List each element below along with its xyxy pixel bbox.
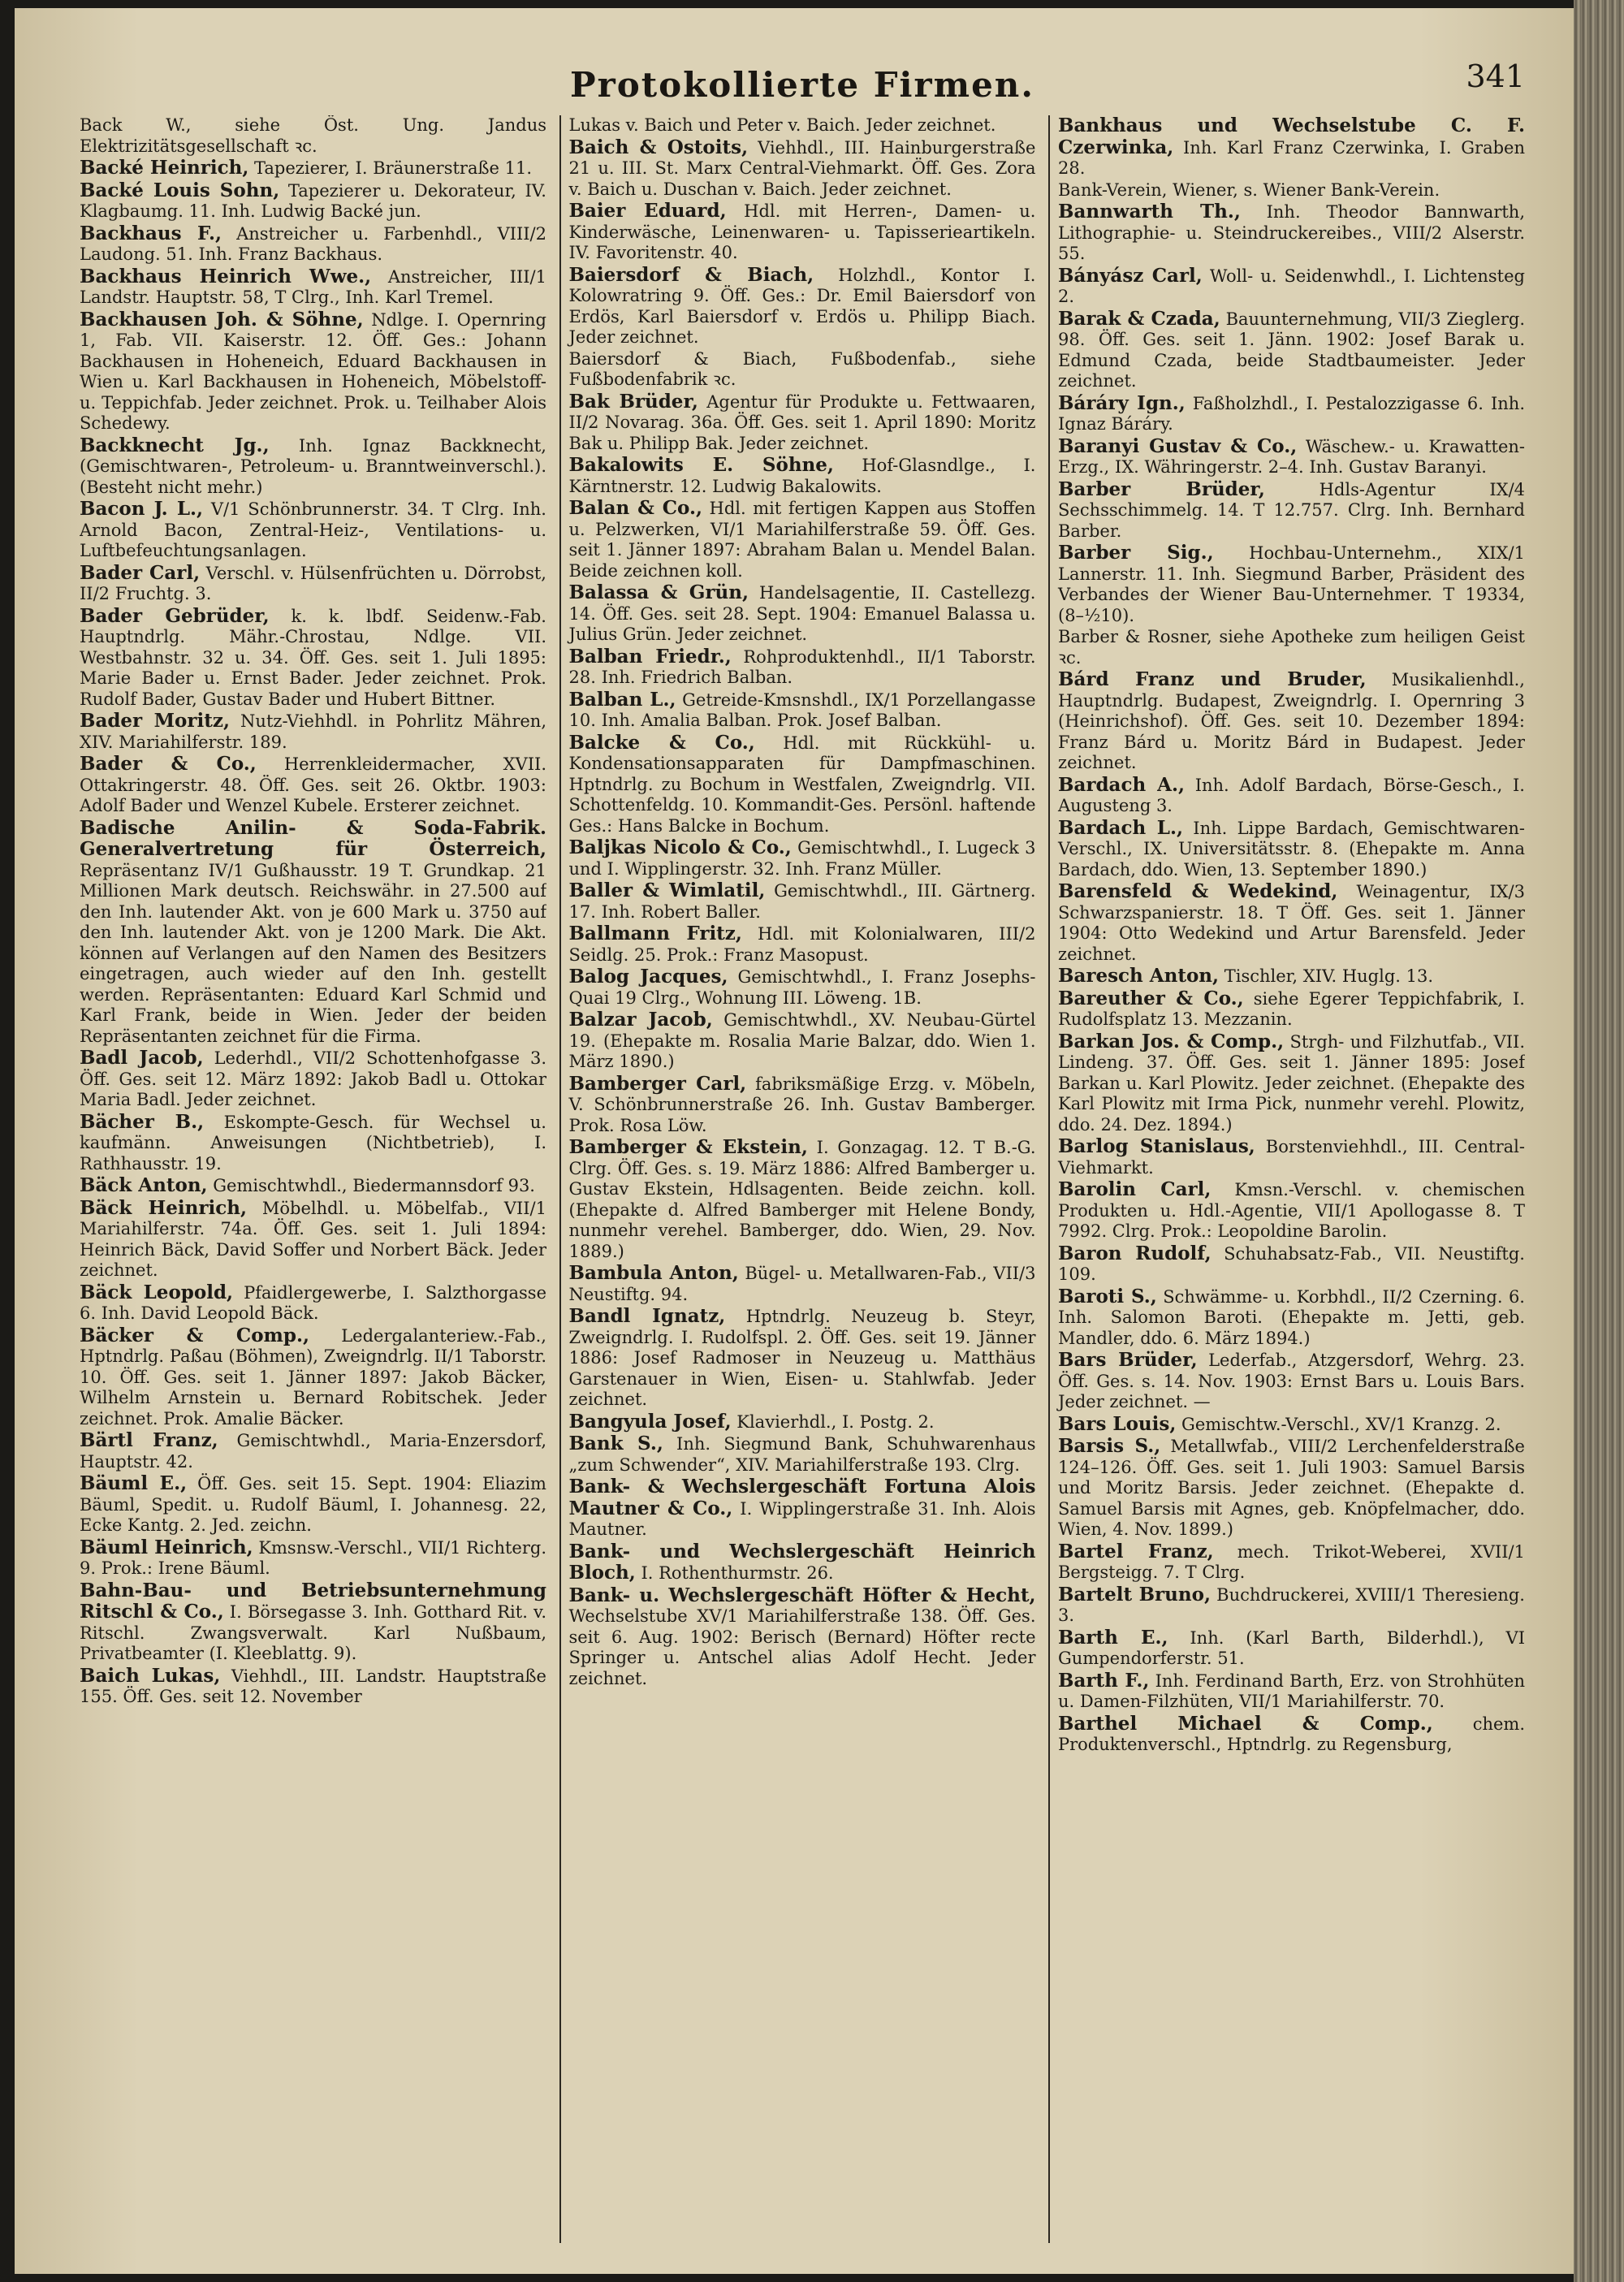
directory-entry	[1058, 881, 1525, 965]
entry-text: Inh. Karl Franz Czerwinka, I. Graben 28.	[1058, 137, 1525, 178]
entry-text: Kmsnsw.-Verschl., VII/1 Richterg. 9. Prok.: Irene Bäuml.	[80, 1537, 546, 1578]
directory-entry	[569, 265, 1036, 348]
directory-columns	[80, 115, 1525, 2243]
directory-entry	[569, 689, 1036, 732]
directory-entry	[569, 837, 1036, 880]
column-right	[1048, 115, 1525, 2243]
directory-entry	[80, 223, 546, 266]
firm-name: Bambula Anton,	[568, 1262, 739, 1284]
entry-text: Ledergalanteriew.-Fab., Hptndrlg. Paßau (Böhmen), Zweigndrlg. II/1 Taborstr. 10. Öff. Ges. seit 1. Jänner 1897: Jakob Bäcker, Wilhelm Arnstein u. Bernard Robitschek. Jeder zeichnet. Prok. Amalie Bäcker.	[80, 1325, 546, 1428]
entry-text: Gemischtwhdl., Maria-Enzersdorf, Hauptstr. 42.	[80, 1431, 546, 1472]
firm-name: Bartelt Bruno,	[1058, 1583, 1211, 1606]
firm-name: Bamberger Carl,	[568, 1072, 747, 1095]
entry-text: Bügel- u. Metallwaren-Fab., VII/3 Neustiftg. 94.	[568, 1264, 1036, 1304]
directory-entry	[1058, 1627, 1525, 1670]
entry-text: Schuhabsatz-Fab., VII. Neustiftg. 109.	[1058, 1243, 1525, 1284]
firm-name: Bardach A.,	[1058, 773, 1186, 796]
page-edge-stack	[1574, 0, 1624, 2282]
firm-name: Bader Carl,	[80, 561, 201, 584]
column-left	[80, 115, 546, 2243]
directory-entry	[569, 1009, 1036, 1073]
entry-text: Inh. Theodor Bannwarth, Lithographie- u. Steindruckereibes., VIII/2 Alserstr. 55.	[1058, 202, 1525, 263]
directory-entry	[569, 115, 1036, 136]
directory-entry	[569, 923, 1036, 966]
firm-name: Bardach L.,	[1058, 816, 1183, 839]
firm-name: Baich Lukas,	[80, 1664, 221, 1687]
directory-entry	[80, 563, 546, 605]
directory-entry	[569, 498, 1036, 581]
directory-entry	[1058, 1350, 1525, 1413]
entry-text: Gemischtwhdl., I. Lugeck 3 und I. Wipplingerstr. 32. Inh. Franz Müller.	[568, 838, 1036, 879]
entry-text: Hdl. mit fertigen Kappen aus Stoffen u. Pelzwerken, VI/1 Mariahilferstraße 59. Öff. Ges. seit 1. Jänner 1897: Abraham Balan u. Mendel Balan. Beide zeichnen koll.	[568, 499, 1036, 581]
directory-entry	[80, 606, 546, 711]
directory-entry	[1058, 1243, 1525, 1286]
firm-name: Badische Anilin- & Soda-Fabrik. Generalvertretung für Österreich,	[80, 816, 546, 860]
entry-text: Rohproduktenhdl., II/1 Taborstr. 28. Inh. Friedrich Balban.	[568, 646, 1036, 687]
entry-text: Agentur für Produkte u. Fettwaaren, II/2 Novarag. 36a. Öff. Ges. seit 1. April 1890: Moritz Bak u. Philipp Bak. Jeder zeichnet.	[568, 391, 1036, 453]
directory-entry	[569, 1476, 1036, 1541]
directory-entry	[1058, 988, 1525, 1031]
firm-name: Backhaus Heinrich Wwe.,	[80, 265, 372, 287]
entry-text: Gemischtwhdl., XV. Neubau-Gürtel 19. (Ehepakte m. Rosalia Marie Balzar, ddo. Wien 1. März 1890.)	[568, 1010, 1036, 1071]
entry-text: Musikalienhdl., Hauptndrlg. Budapest, Zweigndrlg. I. Opernring 3 (Heinrichshof). Öff. Ges. seit 10. Dezember 1894: Franz Bárd u. Moritz Bárd in Budapest. Jeder zeichnet.	[1058, 670, 1525, 772]
directory-entry	[1058, 669, 1525, 774]
firm-name: Balan & Co.,	[568, 497, 702, 519]
firm-name: Barber Sig.,	[1058, 542, 1214, 564]
firm-name: Bader Gebrüder,	[80, 604, 270, 627]
firm-name: Balog Jacques,	[568, 966, 728, 988]
firm-name: Baljkas Nicolo & Co.,	[568, 836, 792, 858]
firm-name: Backé Heinrich,	[80, 157, 249, 179]
directory-entry	[1058, 1584, 1525, 1627]
directory-entry	[1058, 1031, 1525, 1136]
firm-name: Bäuml E.,	[80, 1472, 188, 1494]
page-number: 341	[1466, 58, 1525, 94]
directory-entry	[1058, 266, 1525, 308]
entry-text: Handelsagentie, II. Castellezg. 14. Öff. Ges. seit 28. Sept. 1904: Emanuel Balassa u. Julius Grün. Jeder zeichnet.	[568, 583, 1036, 644]
firm-name: Baier Eduard,	[568, 200, 727, 222]
entry-text: Pfaidlergewerbe, I. Salzthorgasse 6. Inh. David Leopold Bäck.	[80, 1282, 546, 1323]
firm-name: Backé Louis Sohn,	[80, 179, 280, 201]
directory-entry	[1058, 1541, 1525, 1584]
firm-name: Bányász Carl,	[1058, 264, 1203, 287]
directory-entry	[1058, 1179, 1525, 1243]
entry-text: Hdl. mit Rückkühl- u. Kondensationsapparaten für Dampfmaschinen. Hptndrlg. zu Bochum in Westfalen, Zweigndrlg. VII. Schottenfeldg. 10. Kommandit-Ges. Persönl. haftende Ges.: Hans Balcke in Bochum.	[568, 733, 1036, 836]
firm-name: Barber Brüder,	[1058, 478, 1265, 500]
directory-entry	[80, 1666, 546, 1708]
entry-text: Hdl. mit Kolonialwaren, III/2 Seidlg. 25. Prok.: Franz Masopust.	[568, 924, 1036, 965]
directory-entry	[80, 1282, 546, 1325]
entry-text: I. Rothenthurmstr. 26.	[641, 1563, 834, 1583]
entry-text: Tapezierer u. Dekorateur, IV. Klagbaumg. 11. Inh. Ludwig Backé jun.	[80, 180, 546, 221]
firm-name: Balassa & Grün,	[568, 581, 749, 603]
directory-entry	[1058, 775, 1525, 817]
entry-text: Viehhdl., III. Landstr. Hauptstraße 155. Öff. Ges. seit 12. November	[80, 1666, 546, 1706]
entry-text: Strgh- und Filzhutfab., VII. Lindeng. 37. Öff. Ges. seit 1. Jänner 1895: Josef Barkan u. Karl Plowitz. Jeder zeichnet. (Ehepakte des Karl Plowitz mit Irma Pick, nunmehr verehl. Plowitz, ddo. 24. Dez. 1894.)	[1058, 1031, 1525, 1135]
firm-name: Barth F.,	[1058, 1669, 1150, 1692]
firm-name: Bamberger & Ekstein,	[568, 1136, 808, 1158]
firm-name: Backhausen Joh. & Söhne,	[80, 308, 364, 331]
entry-text: Tapezierer, I. Bräunerstraße 11.	[254, 158, 533, 178]
directory-entry	[569, 391, 1036, 455]
entry-text: Bank-Verein, Wiener, s. Wiener Bank-Verein.	[1058, 179, 1440, 200]
directory-entry	[80, 754, 546, 817]
directory-entry	[1058, 436, 1525, 478]
directory-entry	[80, 1430, 546, 1472]
directory-entry	[569, 880, 1036, 923]
firm-name: Bärtl Franz,	[80, 1429, 218, 1451]
directory-entry	[80, 1473, 546, 1536]
entry-text: Wäschew.- u. Krawatten-Erzg., IX. Währingerstr. 2–4. Inh. Gustav Baranyi.	[1058, 436, 1525, 477]
directory-entry	[80, 1198, 546, 1281]
entry-text: Inh. (Karl Barth, Bilderhdl.), VI Gumpendorferstr. 51.	[1058, 1627, 1525, 1668]
directory-entry	[569, 1585, 1036, 1690]
entry-text: Herrenkleidermacher, XVII. Ottakringerstr. 48. Öff. Ges. seit 26. Oktbr. 1903: Adolf Bader und Wenzel Kubele. Ersterer zeichnet.	[80, 754, 546, 815]
directory-entry	[569, 349, 1036, 391]
directory-entry	[80, 115, 546, 157]
firm-name: Barth E.,	[1058, 1626, 1168, 1649]
firm-name: Badl Jacob,	[80, 1047, 204, 1069]
running-head: Protokollierte Firmen.	[570, 65, 1034, 105]
firm-name: Báráry Ign.,	[1058, 391, 1186, 414]
entry-text: Inh. Lippe Bardach, Gemischtwaren-Verschl., IX. Universitätsstr. 8. (Ehepakte m. Anna Bardach, ddo. Wien, 13. September 1890.)	[1058, 818, 1525, 880]
firm-name: Bader Moritz,	[80, 710, 230, 732]
firm-name: Bannwarth Th.,	[1058, 201, 1241, 223]
firm-name: Baich & Ostoits,	[568, 136, 749, 158]
entry-text: Öff. Ges. seit 15. Sept. 1904: Eliazim Bäuml, Spedit. u. Rudolf Bäuml, I. Johannesg. 22, Ecke Kantg. 2. Jed. zeichn.	[80, 1474, 546, 1535]
firm-name: Bäck Heinrich,	[80, 1196, 247, 1219]
directory-entry	[569, 1137, 1036, 1262]
entry-text: Tischler, XIV. Huglg. 13.	[1224, 966, 1434, 986]
entry-text: Anstreicher, III/1 Landstr. Hauptstr. 58, T Clrg., Inh. Karl Tremel.	[80, 266, 546, 307]
entry-text: Möbelhdl. u. Möbelfab., VII/1 Mariahilferstr. 74a. Öff. Ges. seit 1. Juli 1894: Heinrich Bäck, David Soffer und Norbert Bäck. Jeder zeichnet.	[80, 1198, 546, 1280]
column-middle	[559, 115, 1036, 2243]
entry-text: I. Börsegasse 3. Inh. Gotthard Rit. v. Ritschl. Zwangsverwalt. Karl Nußbaum, Privatbeamter (I. Kleeblattg. 9).	[80, 1602, 546, 1663]
firm-name: Barkan Jos. & Comp.,	[1058, 1030, 1285, 1052]
entry-text: Holzhdl., Kontor I. Kolowratring 9. Öff. Ges.: Dr. Emil Baiersdorf von Erdös, Karl Baiersdorf v. Erdös u. Philipp Biach. Jeder zeichnet.	[568, 265, 1036, 347]
entry-text: Woll- u. Seidenwhdl., I. Lichtensteg 2.	[1058, 266, 1525, 306]
directory-entry	[569, 1411, 1036, 1433]
firm-name: Bäck Leopold,	[80, 1281, 234, 1303]
entry-text: Weinagentur, IX/3 Schwarzspanierstr. 18. T Öff. Ges. seit 1. Jänner 1904: Otto Wedekind und Artur Barensfeld. Jeder zeichnet.	[1058, 882, 1525, 964]
directory-entry	[569, 733, 1036, 837]
directory-entry	[1058, 115, 1525, 179]
directory-entry	[569, 1541, 1036, 1584]
entry-text: chem. Produktenverschl., Hptndrlg. zu Regensburg,	[1058, 1714, 1525, 1754]
firm-name: Barsis S.,	[1058, 1435, 1161, 1457]
firm-name: Bak Brüder,	[568, 390, 698, 413]
book-page	[15, 8, 1574, 2274]
entry-text: Baiersdorf & Biach, Fußbodenfab., siehe Fußbodenfabrik ꝛc.	[568, 348, 1036, 389]
directory-entry	[1058, 627, 1525, 668]
firm-name: Bäck Anton,	[80, 1174, 208, 1196]
entry-text: fabriksmäßige Erzg. v. Möbeln, V. Schönbrunnerstraße 26. Inh. Gustav Bamberger. Prok. Rosa Löw.	[568, 1074, 1036, 1135]
entry-text: Bauunternehmung, VII/3 Zieglerg. 98. Öff. Ges. seit 1. Jänn. 1902: Josef Barak u. Edmund Czada, beide Stadtbaumeister. Jeder zeichnet.	[1058, 309, 1525, 391]
entry-text: Repräsentanz IV/1 Gußhausstr. 19 T. Grundkap. 21 Millionen Mark deutsch. Reichswähr. in 27.500 auf den Inh. lautender Akt. von je 600 Mark u. 3750 auf den Inh. lautender Akt. von je 1200 Mark. Die Akt. können auf Verlangen auf den Namen des Besitzers eingetragen, auch wieder auf den Inh. gestellt werden. Repräsentanten: Eduard Karl Schmid und Karl Frank, beide in Wien. Jeder der beiden Repräsentanten zeichnet für die Firma.	[80, 860, 546, 1046]
entry-text: Barber & Rosner, siehe Apotheke zum heiligen Geist ꝛc.	[1058, 627, 1525, 668]
directory-entry	[1058, 1670, 1525, 1713]
directory-entry	[80, 158, 546, 179]
firm-name: Bäuml Heinrich,	[80, 1536, 253, 1558]
entry-text: Klavierhdl., I. Postg. 2.	[736, 1411, 935, 1432]
page-header	[80, 58, 1525, 115]
directory-entry	[1058, 818, 1525, 881]
entry-text: I. Wipplingerstraße 31. Inh. Alois Mautner.	[568, 1498, 1036, 1539]
entry-text: Lukas v. Baich und Peter v. Baich. Jeder zeichnet.	[568, 115, 996, 135]
firm-name: Bankhaus und Wechselstube C. F. Czerwinka,	[1058, 115, 1525, 158]
entry-text: Hochbau-Unternehm., XIX/1 Lannerstr. 11. Inh. Siegmund Barber, Präsident des Verbandes der Wiener Bau-Unternehmer. T 19334, (8–½10).	[1058, 543, 1525, 625]
directory-entry	[1058, 201, 1525, 265]
entry-text: Buchdruckerei, XVIII/1 Theresieng. 3.	[1058, 1584, 1525, 1625]
entry-text: Faßholzhdl., I. Pestalozzigasse 6. Inh. Ignaz Báráry.	[1058, 393, 1525, 434]
directory-entry	[569, 1306, 1036, 1411]
entry-text: Lederfab., Atzgersdorf, Wehrg. 23. Öff. Ges. s. 14. Nov. 1903: Ernst Bars u. Louis Bars. Jeder zeichnet. —	[1058, 1351, 1525, 1411]
firm-name: Bank S.,	[568, 1433, 663, 1454]
entry-text: Hdl. mit Herren-, Damen- u. Kinderwäsche, Leinenwaren- u. Tapisserieartikeln. IV. Favoritenstr. 40.	[568, 201, 1036, 262]
firm-name: Balban L.,	[568, 688, 676, 711]
firm-name: Bächer B.,	[80, 1110, 205, 1133]
firm-name: Barolin Carl,	[1058, 1178, 1212, 1200]
firm-name: Baiersdorf & Biach,	[568, 263, 814, 286]
firm-name: Barak & Czada,	[1058, 307, 1220, 330]
firm-name: Bahn-Bau- und Betriebsunternehmung Ritschl & Co.,	[80, 1579, 546, 1623]
firm-name: Bárd Franz und Bruder,	[1058, 668, 1367, 690]
entry-text: Verschl. v. Hülsenfrüchten u. Dörrobst, II/2 Fruchtg. 3.	[80, 563, 546, 603]
firm-name: Bars Brüder,	[1058, 1349, 1198, 1371]
directory-entry	[1058, 1436, 1525, 1541]
directory-entry	[569, 137, 1036, 201]
directory-entry	[80, 1048, 546, 1111]
directory-entry	[569, 1433, 1036, 1476]
directory-entry	[80, 1537, 546, 1580]
entry-text: Inh. Adolf Bardach, Börse-Gesch., I. Augusteng 3.	[1058, 775, 1525, 815]
entry-text: Borstenviehhdl., III. Central-Viehmarkt.	[1058, 1137, 1525, 1178]
entry-text: Kmsn.-Verschl. v. chemischen Produkten u. Hdl.-Agentie, VII/1 Apollogasse 8. T 7992. Clrg. Prok.: Leopoldine Barolin.	[1058, 1180, 1525, 1241]
entry-text: Eskompte-Gesch. für Wechsel u. kaufmänn. Anweisungen (Nichtbetrieb), I. Rathhausstr. 19.	[80, 1112, 546, 1173]
firm-name: Baron Rudolf,	[1058, 1242, 1212, 1264]
directory-entry	[1058, 180, 1525, 201]
firm-name: Bank- & Wechslergeschäft Fortuna Alois Mautner & Co.,	[568, 1476, 1036, 1519]
entry-text: Inh. Siegmund Bank, Schuhwarenhaus „zum Schwender“, XIV. Mariahilferstraße 193. Clrg.	[568, 1434, 1036, 1475]
directory-entry	[80, 711, 546, 753]
directory-entry	[80, 499, 546, 562]
directory-entry	[1058, 1414, 1525, 1436]
firm-name: Barlog Stanislaus,	[1058, 1135, 1255, 1157]
entry-text: Ndlge. I. Opernring 1, Fab. VII. Kaiserstr. 12. Öff. Ges.: Johann Backhausen in Hoheneich, Eduard Backhausen in Wien u. Karl Backhausen in Hoheneich, Möbelstoff- u. Teppichfab. Jeder zeichnet. Prok. u. Teilhaber Alois Schedewy.	[80, 309, 546, 433]
firm-name: Backhaus F.,	[80, 222, 222, 244]
entry-text: siehe Egerer Teppichfabrik, I. Rudolfsplatz 13. Mezzanin.	[1058, 988, 1525, 1029]
entry-text: Gemischtwhdl., I. Franz Josephs-Quai 19 Clrg., Wohnung III. Löweng. 1B.	[568, 967, 1036, 1008]
firm-name: Bangyula Josef,	[568, 1410, 732, 1433]
directory-entry	[1058, 1136, 1525, 1178]
firm-name: Balcke & Co.,	[568, 731, 755, 754]
firm-name: Bank- u. Wechslergeschäft Höfter & Hecht,	[568, 1584, 1036, 1606]
entry-text: V/1 Schönbrunnerstr. 34. T Clrg. Inh. Arnold Bacon, Zentral-Heiz-, Ventilations- u. Luftbefeuchtungsanlagen.	[80, 499, 546, 560]
directory-entry	[80, 1112, 546, 1175]
directory-entry	[80, 818, 546, 1048]
directory-entry	[1058, 1286, 1525, 1350]
directory-entry	[80, 309, 546, 434]
firm-name: Baresch Anton,	[1058, 965, 1220, 987]
entry-text: Nutz-Viehhdl. in Pohrlitz Mähren, XIV. Mariahilferstr. 189.	[80, 711, 546, 752]
entry-text: Schwämme- u. Korbhdl., II/2 Czerning. 6. Inh. Salomon Baroti. (Ehepakte m. Jetti, geb. Mandler, ddo. 6. März 1894.)	[1058, 1286, 1525, 1348]
directory-entry	[569, 455, 1036, 497]
directory-entry	[1058, 542, 1525, 626]
directory-entry	[80, 435, 546, 499]
entry-text: Gemischtwhdl., Biedermannsdorf 93.	[213, 1176, 535, 1195]
entry-text: Gemischtw.-Verschl., XV/1 Kranzg. 2.	[1181, 1414, 1501, 1434]
firm-name: Backknecht Jg.,	[80, 434, 270, 456]
entry-text: I. Gonzagag. 12. T B.-G. Clrg. Öff. Ges. s. 19. März 1886: Alfred Bamberger u. Gustav Ekstein, Hdlsagenten. Beide zeichn. koll. (Ehepakte d. Alfred Bamberger mit Helene Bondy, nunmehr verehel. Bamberger, ddo. Wien, 29. Nov. 1889.)	[568, 1138, 1036, 1261]
firm-name: Barthel Michael & Comp.,	[1058, 1712, 1433, 1735]
firm-name: Baller & Wimlatil,	[568, 880, 766, 901]
directory-entry	[1058, 479, 1525, 542]
directory-entry	[569, 582, 1036, 646]
firm-name: Bäcker & Comp.,	[80, 1324, 309, 1346]
directory-entry	[1058, 966, 1525, 988]
firm-name: Bareuther & Co.,	[1058, 987, 1244, 1009]
firm-name: Bacon J. L.,	[80, 498, 204, 520]
entry-text: mech. Trikot-Weberei, XVII/1 Bergsteigg. 7. T Clrg.	[1058, 1541, 1525, 1582]
firm-name: Bakalowits E. Söhne,	[568, 454, 834, 476]
entry-text: Back W., siehe Öst. Ung. Jandus Elektrizitätsgesellschaft ꝛc.	[80, 115, 546, 156]
firm-name: Baroti S.,	[1058, 1285, 1157, 1307]
directory-entry	[80, 266, 546, 309]
firm-name: Balzar Jacob,	[568, 1009, 713, 1031]
entry-text: Inh. Ferdinand Barth, Erz. von Strohhüten u. Damen-Filzhüten, VII/1 Mariahilferstr. 70.	[1058, 1670, 1525, 1711]
directory-entry	[569, 646, 1036, 689]
directory-entry	[569, 1074, 1036, 1137]
entry-text: Metallwfab., VIII/2 Lerchenfelderstraße 124–126. Öff. Ges. seit 1. Juli 1903: Samuel Barsis und Moritz Barsis. Jeder zeichnet. (Ehepakte d. Samuel Barsis mit Agnes, geb. Knöpfelmacher, ddo. Wien, 4. Nov. 1899.)	[1058, 1437, 1525, 1539]
entry-text: Getreide-Kmsnshdl., IX/1 Porzellangasse 10. Inh. Amalia Balban. Prok. Josef Balban.	[568, 689, 1036, 730]
entry-text: Anstreicher u. Farbenhdl., VIII/2 Laudong. 51. Inh. Franz Backhaus.	[80, 223, 546, 264]
firm-name: Ballmann Fritz,	[568, 923, 742, 944]
directory-entry	[80, 180, 546, 223]
entry-text: Hof-Glasndlge., I. Kärntnerstr. 12. Ludwig Bakalowits.	[568, 456, 1036, 496]
directory-entry	[1058, 1714, 1525, 1756]
firm-name: Baranyi Gustav & Co.,	[1058, 434, 1298, 457]
entry-text: Gemischtwhdl., III. Gärtnerg. 17. Inh. Robert Baller.	[568, 881, 1036, 922]
directory-entry	[80, 1175, 546, 1197]
entry-text: Lederhdl., VII/2 Schottenhofgasse 3. Öff. Ges. seit 12. März 1892: Jakob Badl u. Ottokar Maria Badl. Jeder zeichnet.	[80, 1048, 546, 1109]
directory-entry	[80, 1580, 546, 1665]
entry-text: k. k. lbdf. Seidenw.-Fab. Hauptndrlg. Mähr.-Chrostau, Ndlge. VII. Westbahnstr. 32 u. 34. Öff. Ges. seit 1. Juli 1895: Marie Bader u. Ernst Bader. Jeder zeichnet. Prok. Rudolf Bader, Gustav Bader und Hubert Bittner.	[80, 606, 546, 709]
directory-entry	[569, 966, 1036, 1009]
entry-text: Hptndrlg. Neuzeug b. Steyr, Zweigndrlg. I. Rudolfspl. 2. Öff. Ges. seit 19. Jänner 1886: Josef Radmoser in Neuzeug u. Matthäus Garstenauer in Wien, Eisen- u. Stahlwfab. Jeder zeichnet.	[568, 1307, 1036, 1409]
directory-entry	[569, 201, 1036, 264]
entry-text: Wechselstube XV/1 Mariahilferstraße 138. Öff. Ges. seit 6. Aug. 1902: Berisch (Bernard) Höfter recte Springer u. Antschel alias Adolf Hecht. Jeder zeichnet.	[568, 1606, 1036, 1688]
entry-text: Hdls-Agentur IX/4 Sechsschimmelg. 14. T 12.757. Clrg. Inh. Bernhard Barber.	[1058, 479, 1525, 541]
firm-name: Bars Louis,	[1058, 1412, 1177, 1435]
entry-text: Viehhdl., III. Hainburgerstraße 21 u. III. St. Marx Central-Viehmarkt. Öff. Ges. Zora v. Baich u. Duschan v. Baich. Jeder zeichnet.	[568, 137, 1036, 199]
directory-entry	[569, 1263, 1036, 1305]
firm-name: Bartel Franz,	[1058, 1540, 1214, 1562]
firm-name: Bader & Co.,	[80, 753, 257, 775]
firm-name: Bandl Ignatz,	[568, 1305, 726, 1327]
entry-text: Inh. Ignaz Backknecht, (Gemischtwaren-, Petroleum- u. Branntweinverschl.). (Besteht nicht mehr.)	[80, 435, 546, 497]
firm-name: Barensfeld & Wedekind,	[1058, 880, 1338, 902]
directory-entry	[80, 1325, 546, 1430]
directory-entry	[1058, 393, 1525, 435]
directory-entry	[1058, 309, 1525, 392]
firm-name: Balban Friedr.,	[568, 645, 732, 668]
firm-name: Bank- und Wechslergeschäft Heinrich Bloch,	[568, 1540, 1036, 1584]
